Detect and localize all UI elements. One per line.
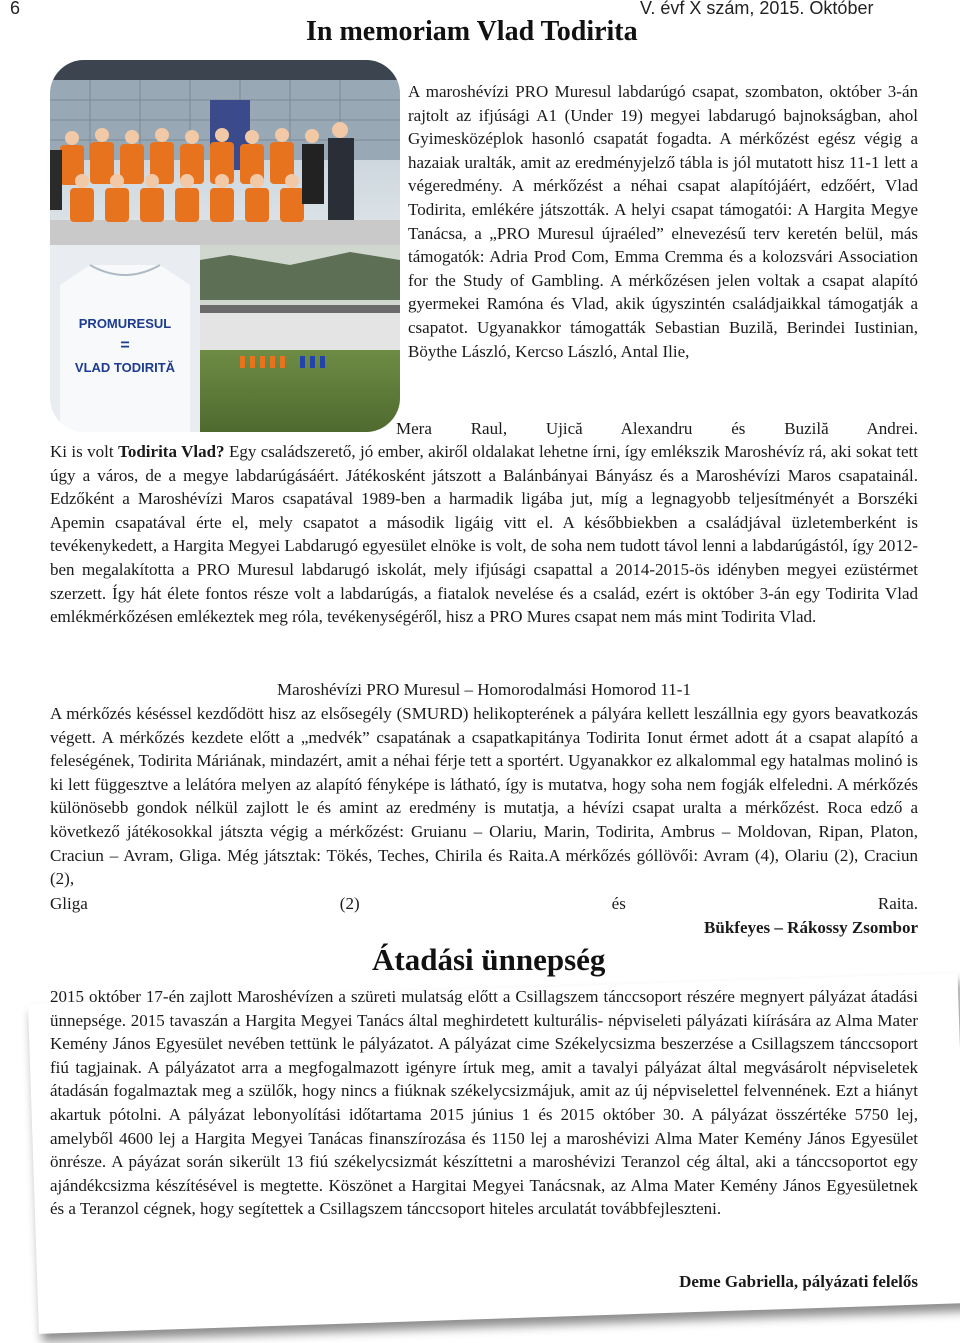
article1-body1: Ki is volt Todirita Vlad? Egy családszerető, jó ember, akiről oldalakat lehetne írni, így emlékszik Maroshévíz rá, aki sokat tett úgy a város, de a megye labdarúgásáért. Játékosként játszott a Balánbányai Bányász és a Maroshévízi Maros csapatainál. Edzőként a Maroshévízi Maros csapatával 1989-ben a harmadik ligába jut, míg a legnagyobb teljesítményét a Borszéki Apemin csapatával érte el, mely csapatot a második ligáig vitt el. A későbbiekben a családjával üzletemberként is tevékenykedett, a Hargita Megyei Labdarugó egyesület elnöke is volt, de soha nem tudott távol lenni a labdarúgástól, így 2012-ben megalakította a PRO Muresul labdarugó iskolát, mely ifjúsági csapattal a 2014-2015-ös idényben megyei ezüstérmet szerzett. Így hát élete fontos része volt a labdarúgás, a fiatalok nevelése és a család, ezért is október 3-án egy Todirita Vlad emlékmérkőzésen emlékeztek meg róla, tevékenységéről, hisz a PRO Mures csapat nem más mint Todirita Vlad. — [50, 442, 918, 627]
shirt-text-2: VLAD TODIRITĂ — [74, 360, 176, 375]
article-title-memoriam: In memoriam Vlad Todirita — [306, 16, 638, 47]
article1-mera-line: Mera Raul, Ujică Alexandru és Buzilă Andrei. — [396, 419, 918, 438]
article1-body2-last: Gliga (2) és Raita. — [50, 894, 918, 913]
match-title: Maroshévízi PRO Muresul – Homorodalmási Homorod 11-1 — [277, 680, 691, 699]
shirt-text-1: PROMURESUL — [78, 316, 172, 331]
article-title-atadasi: Átadási ünnepség — [372, 942, 606, 977]
shirt-text-sep: = — [120, 337, 130, 354]
article1-intro: A maroshévízi PRO Muresul labdarúgó csapat, szombaton, október 3-án rajtolt az ifjúsági A1 (Under 19) megyei labdarugó bajnokságban, ahol Gyimesközéplok hasonló csapatát fogadta. A mérkőzést egész végig a hazaiak uralták, amit az eredményjelző tábla is jól mutatott hisz 11-1 lett a végeredmény. A mérkőzést a néhai csapat alapítójáért, edzőért, Vlad Todirita, emlékére játszották. A helyi csapat támogatói: A Hargita Megye Tanácsa, a „PRO Muresul újraéled” elnevezésű terv keretén belül, más támogatók: Adria Prod Com, Emma Cremma és a kolozsvári Association for the Study of Gambling. A mérkőzésen jelen voltak a csapat alapító gyermekei Ramóna és Vlad, akik úgyszintén családjaikkal támogatják a csapatot. Ugyanakkor támogatták Sebastian Buzilă, Berindei Iustinian, Böythe László, Kercso László, Antal Ilie, — [408, 82, 918, 361]
who-name: Todirita Vlad? — [118, 442, 225, 461]
article1-body2: A mérkőzés késéssel kezdődött hisz az elsősegély (SMURD) helikopterének a pályára kellett leszállnia egy gyors beavatkozás végett. A mérkőzés kezdete előtt a „medvék” csapatának a csapatkapitánya Todirita Ionut érmet adott át a csapat alapító a feleségének, Todirita Máriának, mindazért, amit a néhai férje tett a sportért. Ugyanakkor ez alkalommal egy hatalmas molinó is ki lett függesztve a lelátóra melyen az alapító fényképe is látható, így is mutatva, hogy soha nem fogják elfeledni. A mérkőzés különösebb gondok nélkül zajlott le és amint az eredmény is mutatja, a hévízi csapat uralta a mérkőzést. Roca edző a következő játékosokkal játszta végig a mérkőzést: Gruianu – Olariu, Marin, Todirita, Ambrus – Moldovan, Ripan, Platon, Craciun – Avram, Gliga. Még játsztak: Tökés, Teches, Chirila és Raita.A mérkőzés góllövői: Avram (4), Olariu (2), Craciun (2), — [50, 704, 918, 889]
issue-info: V. évf X szám, 2015. Október — [640, 0, 874, 18]
article2-author: Deme Gabriella, pályázati felelős — [679, 1272, 918, 1291]
article2-body: 2015 október 17-én zajlott Maroshévízen a szüreti mulatság előtt a Csillagszem tánccsoport részére megnyert pályázat átadási ünnepsége. 2015 tavaszán a Hargita Megyei Tanács által meghirdetett kulturális- népviseleti pályázati kiírására az Alma Mater Kemény János Egyesület nevében tettünk le pályázatot. A pályázat cime Székelycsizma beszerzése a Csillagszem tánccsoport fiú tagjainak. A pályázatot arra a megfogalmazott igényre írtuk meg, amit a tavalyi pályázat által megvásárolt népviseletek átadásán fogalmaztak meg a szülők, hogy nincs a fiúknak székelycsizmájuk, amit az új népviselettel felvennének. Ezt a hiányt akartuk pótolni. A pályázat lebonyolítási időtartama 2015 június 1 és 2015 október 30. A pályázat összértéke 5750 lej, amelyből 4600 lej a Hargita Megyei Tanácas finanszírozása és 1150 lej a maroshévizi Alma Mater Kemény János Egyesület önrésze. A páyázat során sikerült 13 fiú székelycsizmát készíttetni a maroshévizi Teranzol cég által, aki a tánccsoportot egy ajándékcsizma készítésével is megtette. Köszönet a Hargitai Megyei Tanácsnak, az Alma Mater Kemény János Egyesületnek és a Teranzol cégnek, hogy segítettek a Csillagszem tánccsoport hiteles arculatát továbbfejleszteni. — [50, 987, 918, 1219]
team-photo — [50, 60, 400, 432]
article1-author: Bükfeyes – Rákossy Zsombor — [704, 918, 918, 937]
page-number: 6 — [10, 0, 21, 18]
team-photo-illustration — [50, 60, 400, 432]
